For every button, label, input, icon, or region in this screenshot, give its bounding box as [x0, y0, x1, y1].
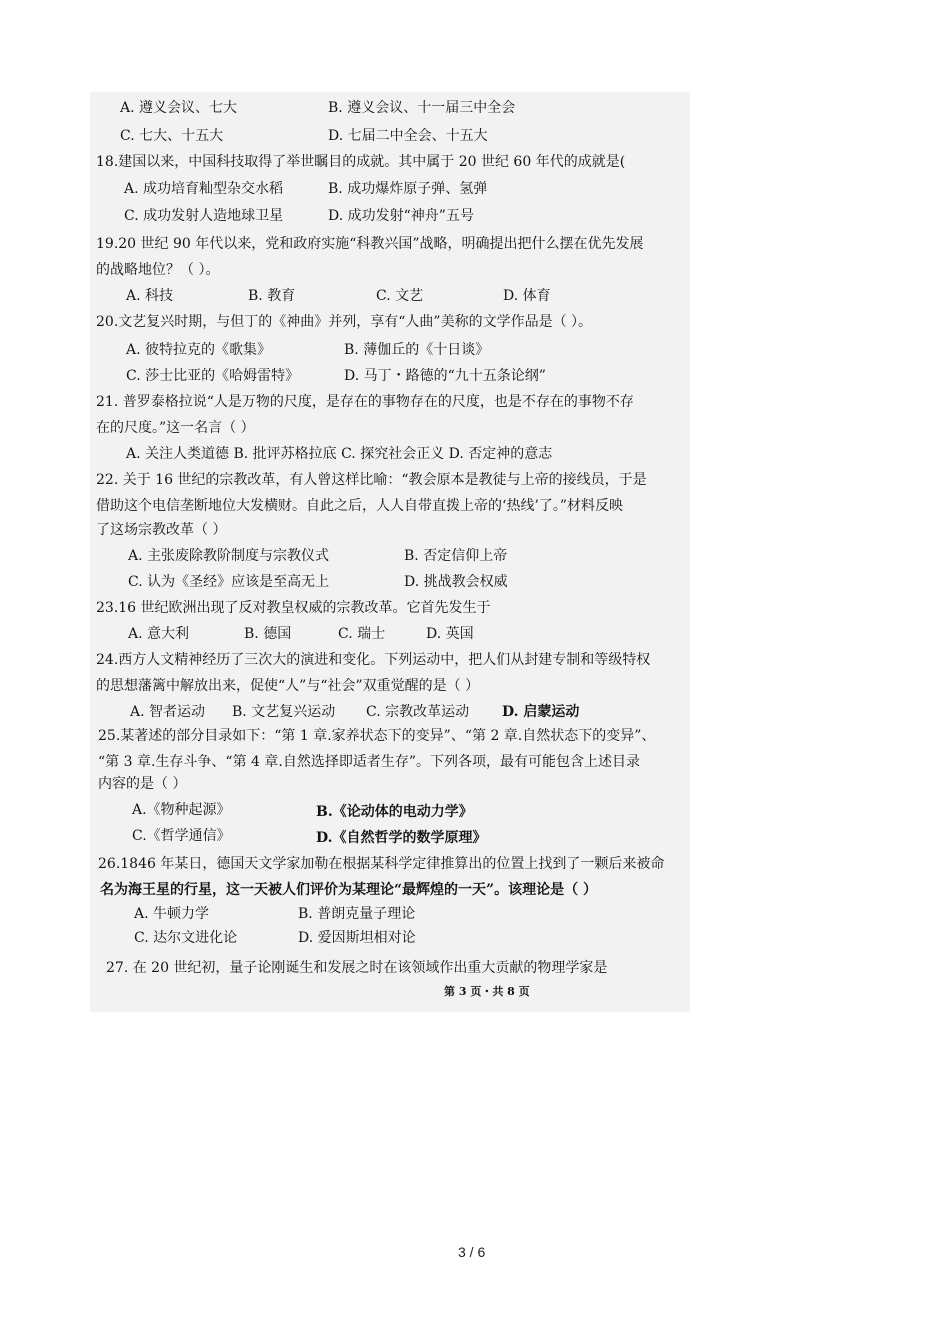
- q24-stem-line1: 24.西方人文精神经历了三次大的演进和变化。下列运动中，把人们从封建专制和等级特权: [96, 652, 651, 668]
- q25-option-b: B.《论动体的电动力学》: [316, 804, 473, 820]
- q22-option-c: C. 认为《圣经》应该是至高无上: [128, 574, 330, 590]
- q20-option-a: A. 彼特拉克的《歌集》: [126, 342, 272, 358]
- q26-stem-line1: 26.1846 年某日，德国天文学家加勒在根据某科学定律推算出的位置上找到了一颗后来被命: [98, 856, 665, 872]
- q25-stem-line1: 25.某著述的部分目录如下：“第 1 章.家养状态下的变异”、“第 2 章.自然状态下的变异”、: [98, 728, 656, 744]
- q24-option-c: C. 宗教改革运动: [366, 704, 470, 720]
- q23-stem: 23.16 世纪欧洲出现了反对教皇权威的宗教改革。它首先发生于: [96, 600, 491, 616]
- q25-stem-line3: 内容的是（ ）: [98, 776, 187, 792]
- q18-option-d: D. 成功发射“神舟”五号: [328, 208, 474, 224]
- q26-option-c: C. 达尔文进化论: [134, 930, 238, 946]
- q25-option-d: D.《自然哲学的数学原理》: [316, 830, 487, 846]
- q20-stem: 20.文艺复兴时期，与但丁的《神曲》并列，享有“人曲”美称的文学作品是（ ）。: [96, 314, 593, 330]
- q26-option-b: B. 普朗克量子理论: [298, 906, 416, 922]
- q21-stem-line2: 在的尺度。”这一名言（ ）: [96, 420, 255, 436]
- q20-option-d: D. 马丁・路德的“九十五条论纲”: [344, 368, 546, 384]
- q25-option-a: A.《物种起源》: [132, 802, 231, 818]
- q25-stem-line2: “第 3 章.生存斗争、“第 4 章.自然选择即适者生存”。下列各项，最有可能包含上述目录: [98, 754, 640, 770]
- q21-stem-line1: 21. 普罗泰格拉说“人是万物的尺度，是存在的事物存在的尺度，也是不存在的事物不存: [96, 394, 634, 410]
- page-indicator: 3 / 6: [458, 1244, 486, 1260]
- q22-option-a: A. 主张废除教阶制度与宗教仪式: [128, 548, 330, 564]
- q24-option-a: A. 智者运动: [130, 704, 206, 720]
- q22-option-b: B. 否定信仰上帝: [404, 548, 508, 564]
- q17-option-a: A. 遵义会议、七大: [120, 100, 238, 116]
- q19-option-b: B. 教育: [248, 288, 296, 304]
- q20-option-c: C. 莎士比亚的《哈姆雷特》: [126, 368, 300, 384]
- q18-option-c: C. 成功发射人造地球卫星: [124, 208, 284, 224]
- q22-stem-line3: 了这场宗教改革（ ）: [96, 522, 227, 538]
- q24-option-b: B. 文艺复兴运动: [232, 704, 336, 720]
- q23-option-c: C. 瑞士: [338, 626, 386, 642]
- page-footer: 第 3 页・共 8 页: [444, 985, 530, 998]
- q24-stem-line2: 的思想藩篱中解放出来，促使“人”与“社会”双重觉醒的是（ ）: [96, 678, 480, 694]
- q27-stem: 27. 在 20 世纪初，量子论刚诞生和发展之时在该领域作出重大贡献的物理学家是: [106, 960, 608, 976]
- q26-stem-line2: 名为海王星的行星，这一天被人们评价为某理论“最辉煌的一天”。该理论是（ ）: [100, 882, 597, 898]
- q20-option-b: B. 薄伽丘的《十日谈》: [344, 342, 490, 358]
- q22-option-d: D. 挑战教会权威: [404, 574, 508, 590]
- q23-option-a: A. 意大利: [128, 626, 190, 642]
- q25-option-c: C.《哲学通信》: [132, 828, 231, 844]
- q17-option-d: D. 七届二中全会、十五大: [328, 128, 488, 144]
- q19-stem-line2: 的战略地位？（ ）。: [96, 262, 220, 278]
- q17-option-c: C. 七大、十五大: [120, 128, 224, 144]
- q19-option-d: D. 体育: [503, 288, 551, 304]
- q21-options: A. 关注人类道德 B. 批评苏格拉底 C. 探究社会正义 D. 否定神的意志: [126, 446, 553, 462]
- q23-option-d: D. 英国: [426, 626, 474, 642]
- q22-stem-line2: 借助这个电信垄断地位大发横财。自此之后，人人自带直拨上帝的‘热线’了。”材料反映: [96, 498, 624, 514]
- q24-option-d: D. 启蒙运动: [502, 704, 580, 720]
- q17-option-b: B. 遵义会议、十一届三中全会: [328, 100, 516, 116]
- q26-option-d: D. 爱因斯坦相对论: [298, 930, 416, 946]
- q18-option-b: B. 成功爆炸原子弹、氢弹: [328, 181, 488, 197]
- q19-option-a: A. 科技: [126, 288, 174, 304]
- q26-option-a: A. 牛顿力学: [134, 906, 210, 922]
- q19-stem-line1: 19.20 世纪 90 年代以来，党和政府实施“科教兴国”战略，明确提出把什么摆在优先发展: [96, 236, 644, 252]
- q19-option-c: C. 文艺: [376, 288, 424, 304]
- q18-stem: 18.建国以来，中国科技取得了举世瞩目的成就。其中属于 20 世纪 60 年代的成就是(: [96, 154, 626, 170]
- q23-option-b: B. 德国: [244, 626, 292, 642]
- q22-stem-line1: 22. 关于 16 世纪的宗教改革，有人曾这样比喻：“教会原本是教徒与上帝的接线员，于是: [96, 472, 647, 488]
- q18-option-a: A. 成功培育籼型杂交水稻: [124, 181, 284, 197]
